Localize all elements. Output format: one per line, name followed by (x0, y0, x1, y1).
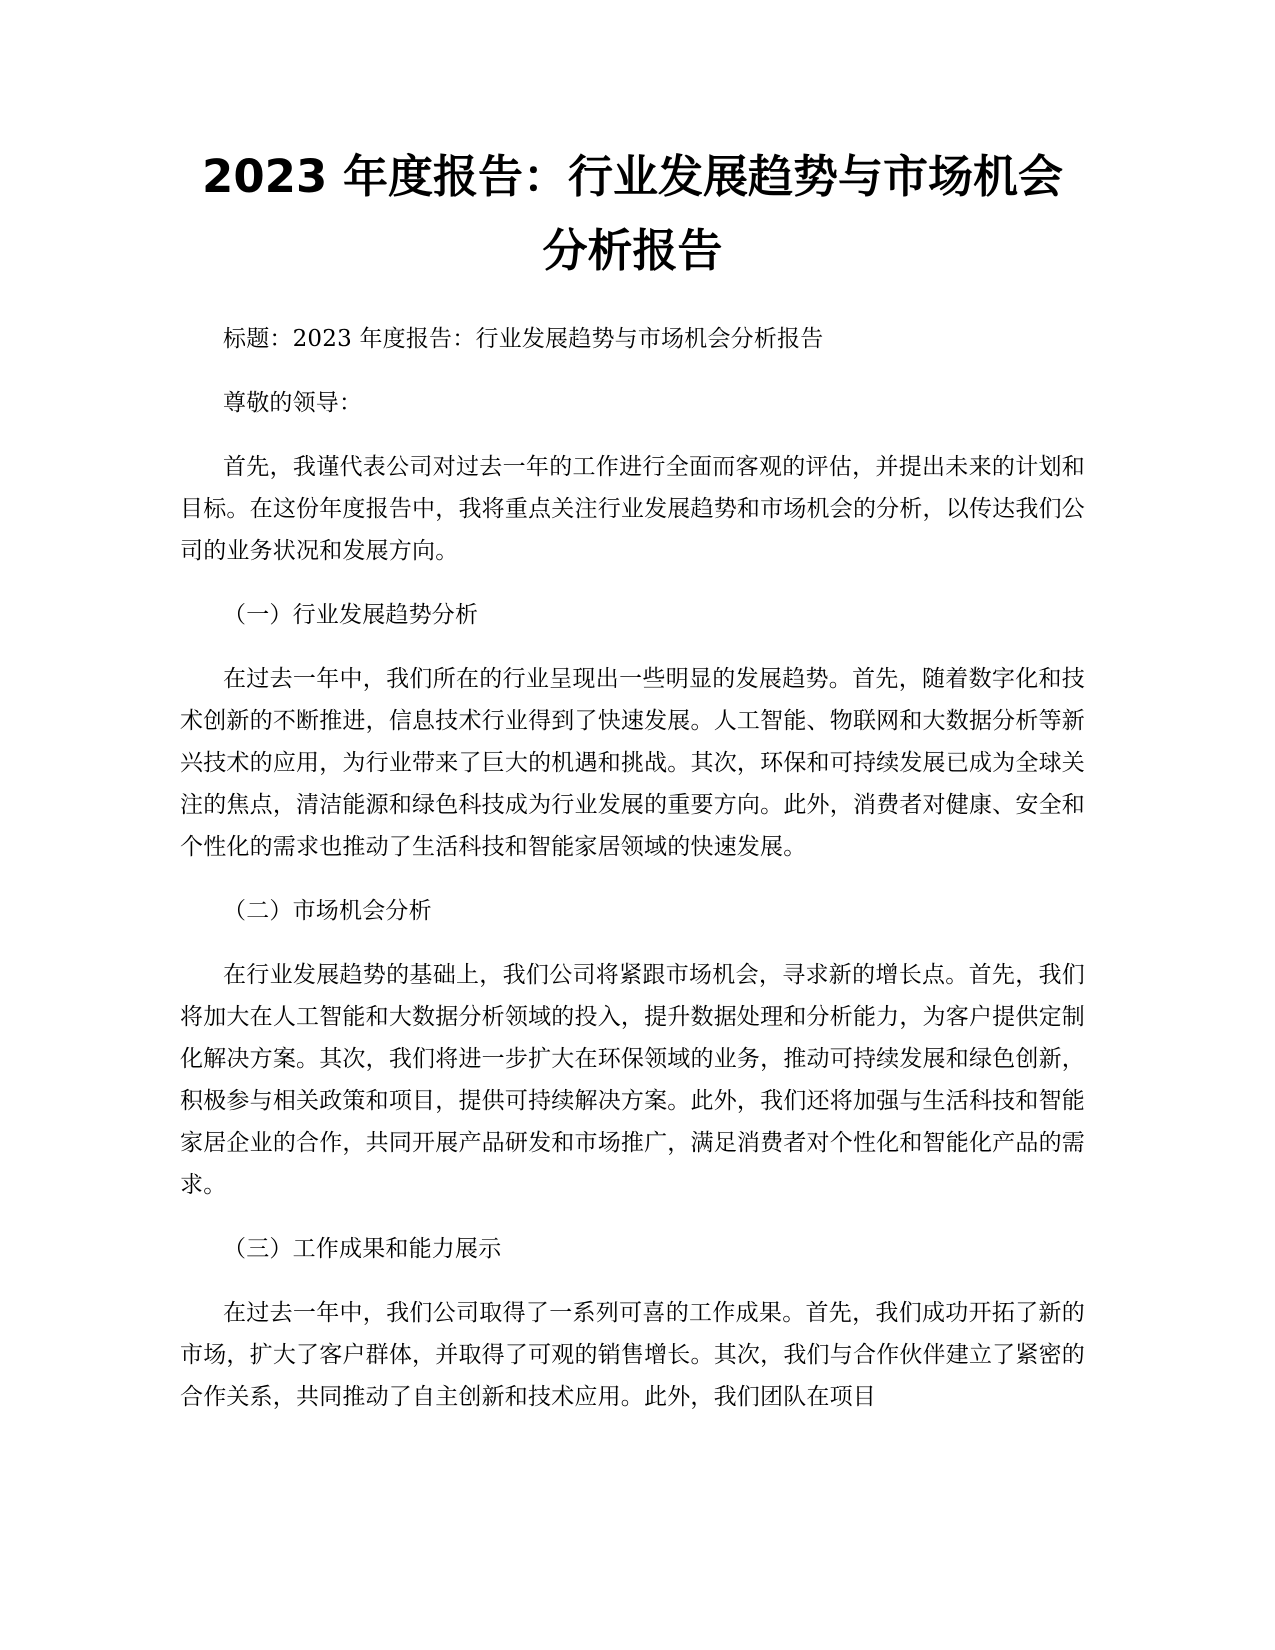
intro-paragraph: 首先，我谨代表公司对过去一年的工作进行全面而客观的评估，并提出未来的计划和目标。在这份年度报告中，我将重点关注行业发展趋势和市场机会的分析，以传达我们公司的业务状况和发展方向。 (180, 454, 1085, 564)
subject-line: 标题：2023 年度报告：行业发展趋势与市场机会分析报告 (223, 326, 824, 352)
achievements-paragraph: 在过去一年中，我们公司取得了一系列可喜的工作成果。首先，我们成功开拓了新的市场，扩大了客户群体，并取得了可观的销售增长。其次，我们与合作伙伴建立了紧密的合作关系，共同推动了自主创新和技术应用。此外，我们团队在项目 (180, 1300, 1085, 1410)
section-heading-industry-trends: （一）行业发展趋势分析 (223, 602, 479, 628)
document-title: 2023 年度报告：行业发展趋势与市场机会分析报告 (202, 150, 1063, 277)
salutation: 尊敬的领导： (223, 390, 363, 416)
section-heading-market-opportunities: （二）市场机会分析 (223, 898, 432, 924)
document-body (180, 318, 1085, 1440)
section-heading-achievements: （三）工作成果和能力展示 (223, 1236, 502, 1262)
industry-trends-paragraph: 在过去一年中，我们所在的行业呈现出一些明显的发展趋势。首先，随着数字化和技术创新的不断推进，信息技术行业得到了快速发展。人工智能、物联网和大数据分析等新兴技术的应用，为行业带来了巨大的机遇和挑战。其次，环保和可持续发展已成为全球关注的焦点，清洁能源和绿色科技成为行业发展的重要方向。此外，消费者对健康、安全和个性化的需求也推动了生活科技和智能家居领域的快速发展。 (180, 666, 1085, 860)
market-opportunities-paragraph: 在行业发展趋势的基础上，我们公司将紧跟市场机会，寻求新的增长点。首先，我们将加大在人工智能和大数据分析领域的投入，提升数据处理和分析能力，为客户提供定制化解决方案。其次，我们将进一步扩大在环保领域的业务，推动可持续发展和绿色创新，积极参与相关政策和项目，提供可持续解决方案。此外，我们还将加强与生活科技和智能家居企业的合作，共同开展产品研发和市场推广，满足消费者对个性化和智能化产品的需求。 (180, 962, 1085, 1198)
